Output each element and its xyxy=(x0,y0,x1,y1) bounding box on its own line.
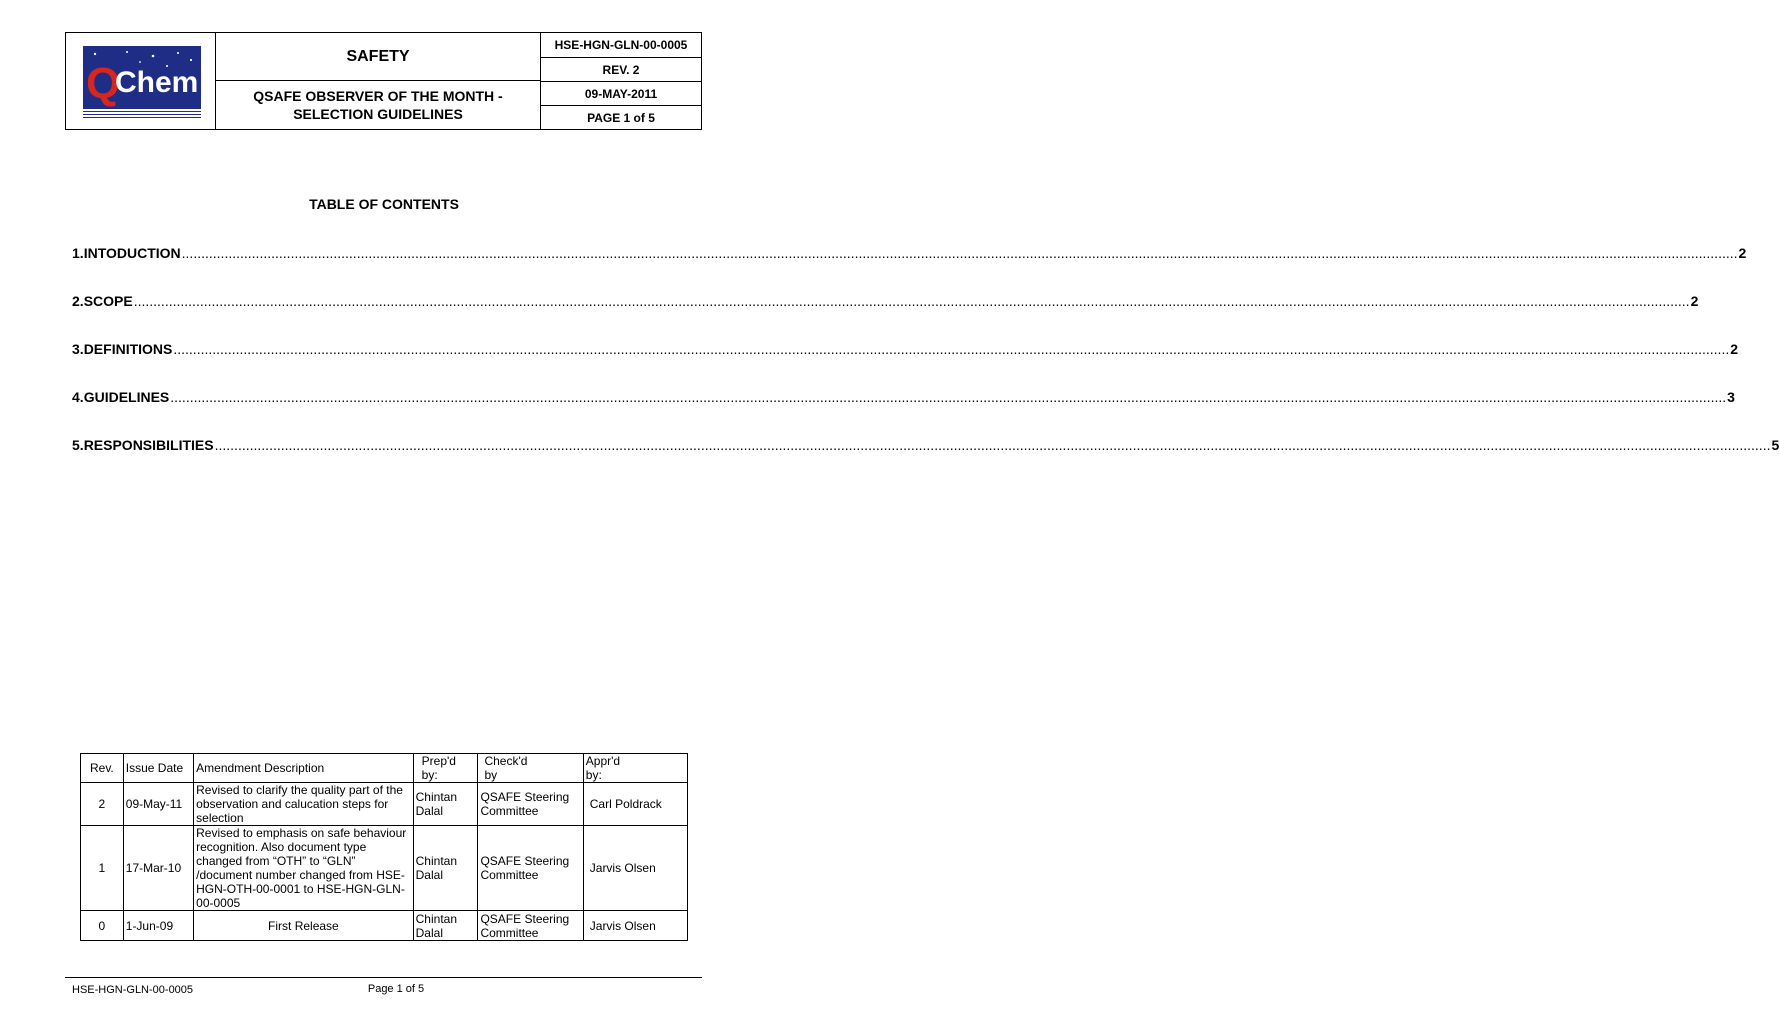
cell-approved: Carl Poldrack xyxy=(583,783,687,826)
toc-entry[interactable] xyxy=(72,437,1779,457)
svg-text:Q: Q xyxy=(86,59,121,108)
header-title-block xyxy=(216,33,541,129)
cell-approved: Jarvis Olsen xyxy=(583,826,687,911)
svg-text:Chem: Chem xyxy=(115,66,199,99)
toc-page: 2 xyxy=(1690,293,1699,309)
qchem-logo xyxy=(83,46,201,109)
col-header-checked: Check'd by xyxy=(478,754,583,783)
table-header-row xyxy=(81,754,688,783)
revision: REV. 2 xyxy=(541,57,701,81)
cell-checked: QSAFE Steering Committee xyxy=(478,911,583,941)
header-subtitle: QSAFE OBSERVER OF THE MONTH - SELECTION GUIDELINES xyxy=(253,88,503,122)
col-header-rev: Rev. xyxy=(81,754,124,783)
toc-entry[interactable] xyxy=(72,341,1739,361)
col-header-issue-date: Issue Date xyxy=(123,754,193,783)
toc-entry[interactable] xyxy=(72,389,1735,409)
cell-date: 1-Jun-09 xyxy=(123,911,193,941)
toc-page: 5 xyxy=(1771,437,1779,453)
cell-checked: QSAFE Steering Committee xyxy=(478,826,583,911)
header-meta xyxy=(541,33,701,129)
cell-rev: 2 xyxy=(81,783,124,826)
cell-prepared: Chintan Dalal xyxy=(413,783,478,826)
table-row xyxy=(81,783,688,826)
table-row xyxy=(81,911,688,941)
toc-entry[interactable] xyxy=(72,245,1747,265)
issue-date: 09-MAY-2011 xyxy=(541,81,701,105)
cell-date: 17-Mar-10 xyxy=(123,826,193,911)
cell-rev: 0 xyxy=(81,911,124,941)
cell-date: 09-May-11 xyxy=(123,783,193,826)
cell-description: Revised to clarify the quality part of the observation and calucation steps for selection xyxy=(194,783,414,826)
toc-number: 1. xyxy=(72,245,84,261)
doc-number: HSE-HGN-GLN-00-0005 xyxy=(554,38,688,52)
cell-description: First Release xyxy=(194,911,414,941)
toc-label: SCOPE xyxy=(83,293,133,309)
toc-leader: ................................................................................................................................................................................................................................................................................................................................................................................................................ xyxy=(181,245,1738,261)
header-title: SAFETY xyxy=(216,33,540,81)
toc-title: TABLE OF CONTENTS xyxy=(309,196,459,212)
footer-page-number: Page 1 of 5 xyxy=(367,983,425,995)
toc-number: 2. xyxy=(72,293,84,309)
toc-label: INTODUCTION xyxy=(83,245,181,261)
document-header xyxy=(65,32,702,130)
toc-page: 3 xyxy=(1727,389,1735,405)
toc-page: 2 xyxy=(1730,341,1739,357)
toc-number: 4. xyxy=(72,389,84,405)
footer-doc-number: HSE-HGN-GLN-00-0005 xyxy=(72,984,194,996)
toc-label: RESPONSIBILITIES xyxy=(83,437,214,453)
cell-rev: 1 xyxy=(81,826,124,911)
toc-leader: ................................................................................................................................................................................................................................................................................................................................................................................................................ xyxy=(214,437,1771,453)
cell-description: Revised to emphasis on safe behaviour recognition. Also document type changed from “OTH” to “GLN” /document number changed from HSE-HGN-OTH-00-0001 to HSE-HGN-GLN-00-0005 xyxy=(194,826,414,911)
footer-divider xyxy=(65,977,702,978)
table-row xyxy=(81,826,688,911)
col-header-description: Amendment Description xyxy=(194,754,414,783)
page-number: PAGE 1 of 5 xyxy=(541,105,701,129)
toc-leader: ................................................................................................................................................................................................................................................................................................................................................................................................................ xyxy=(133,293,1690,309)
toc-number: 5. xyxy=(72,437,84,453)
toc-number: 3. xyxy=(72,341,84,357)
toc-label: GUIDELINES xyxy=(83,389,170,405)
toc-page: 2 xyxy=(1738,245,1747,261)
cell-prepared: Chintan Dalal xyxy=(413,826,478,911)
col-header-prepared: Prep'd by: xyxy=(413,754,478,783)
cell-checked: QSAFE Steering Committee xyxy=(478,783,583,826)
toc-leader: ................................................................................................................................................................................................................................................................................................................................................................................................................ xyxy=(170,389,1727,405)
logo-cell xyxy=(66,33,216,129)
col-header-approved: Appr'd by: xyxy=(583,754,687,783)
revision-table xyxy=(80,753,688,941)
cell-prepared: Chintan Dalal xyxy=(413,911,478,941)
toc-label: DEFINITIONS xyxy=(83,341,173,357)
toc-entry[interactable] xyxy=(72,293,1699,313)
toc-leader: ................................................................................................................................................................................................................................................................................................................................................................................................................ xyxy=(173,341,1730,357)
cell-approved: Jarvis Olsen xyxy=(583,911,687,941)
